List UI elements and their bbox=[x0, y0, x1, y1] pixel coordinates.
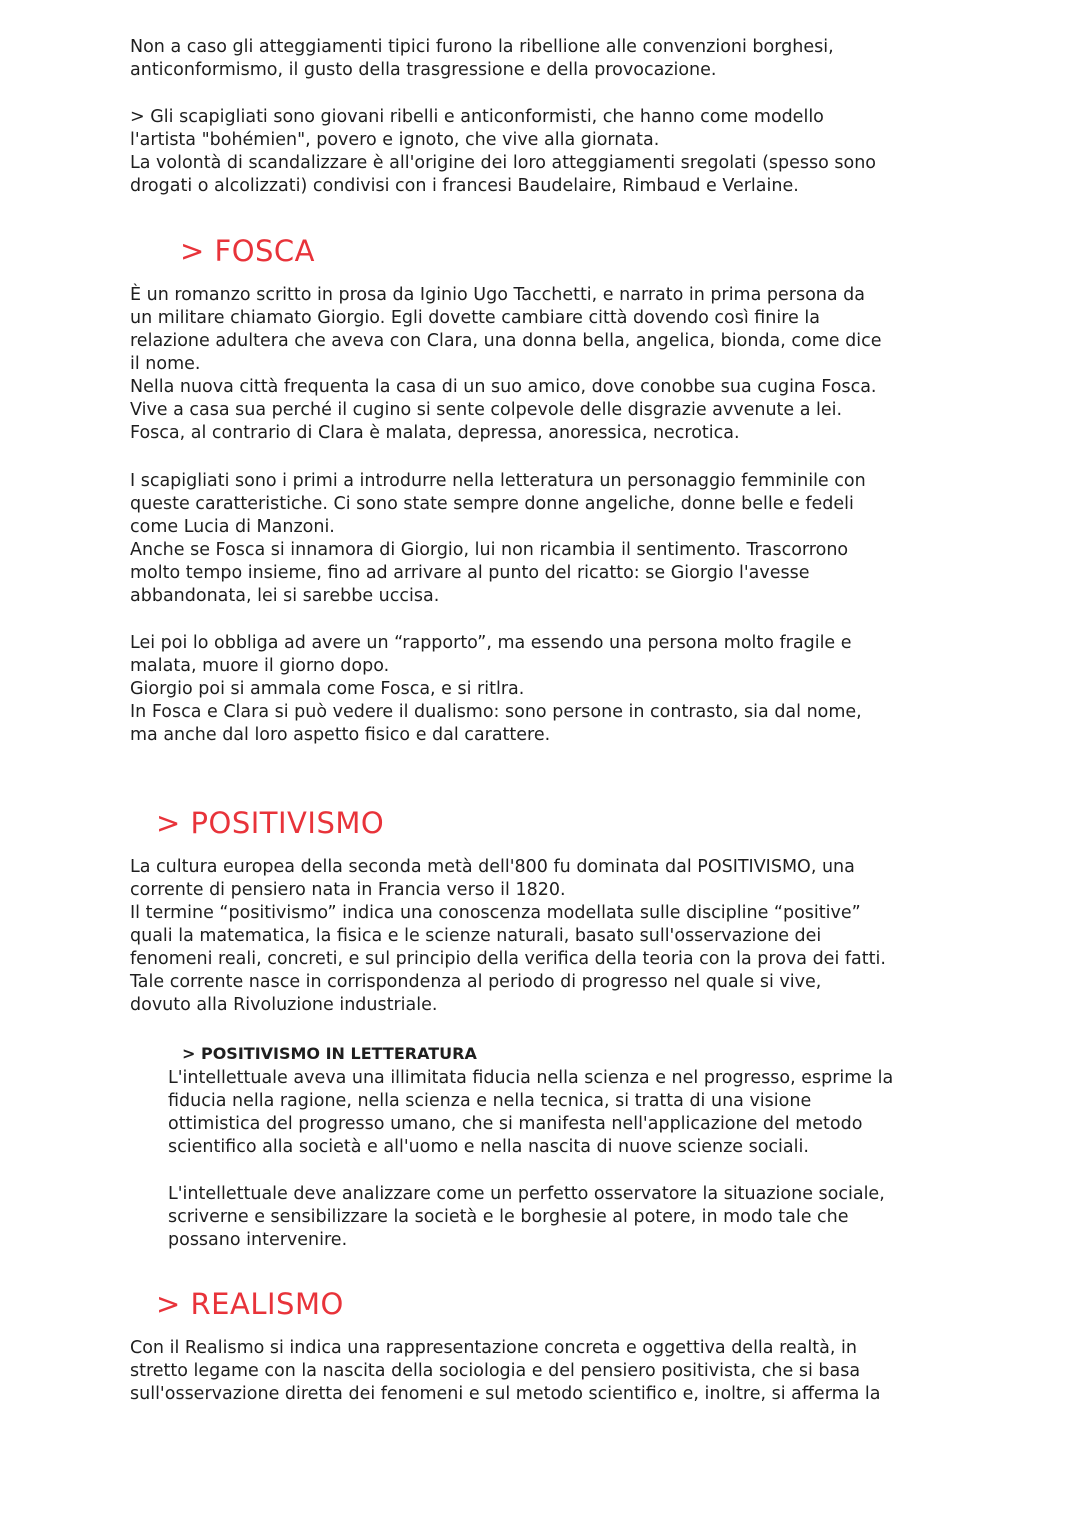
text-line: In Fosca e Clara si può vedere il dualismo: sono persone in contrasto, sia dal nome, bbox=[130, 702, 862, 722]
text-line: fiducia nella ragione, nella scienza e nella tecnica, si tratta di una visione bbox=[168, 1091, 812, 1111]
fosca-paragraph-3 bbox=[130, 632, 950, 747]
subheading-positivismo-letteratura: > POSITIVISMO IN LETTERATURA bbox=[182, 1044, 477, 1063]
text-line: abbandonata, lei si sarebbe uccisa. bbox=[130, 586, 440, 606]
text-line: relazione adultera che aveva con Clara, una donna bella, angelica, bionda, come dice bbox=[130, 331, 882, 351]
text-line: Il termine “positivismo” indica una conoscenza modellata sulle discipline “positive” bbox=[130, 903, 861, 923]
heading-positivismo: > POSITIVISMO bbox=[156, 806, 385, 840]
text-line: Non a caso gli atteggiamenti tipici furono la ribellione alle convenzioni borghesi, bbox=[130, 37, 834, 57]
fosca-paragraph-2 bbox=[130, 470, 950, 608]
text-line: fenomeni reali, concreti, e sul principio della verifica della teoria con la prova dei fatti. bbox=[130, 949, 886, 969]
text-line: Con il Realismo si indica una rappresentazione concreta e oggettiva della realtà, in bbox=[130, 1338, 857, 1358]
text-line: L'intellettuale aveva una illimitata fiducia nella scienza e nel progresso, esprime la bbox=[168, 1068, 894, 1088]
text-line: molto tempo insieme, fino ad arrivare al punto del ricatto: se Giorgio l'avesse bbox=[130, 563, 810, 583]
text-line: I scapigliati sono i primi a introdurre nella letteratura un personaggio femminile con bbox=[130, 471, 866, 491]
realismo-paragraph-1 bbox=[130, 1337, 950, 1406]
text-line: L'intellettuale deve analizzare come un perfetto osservatore la situazione sociale, bbox=[168, 1184, 885, 1204]
text-line: come Lucia di Manzoni. bbox=[130, 517, 335, 537]
text-line: Giorgio poi si ammala come Fosca, e si ritlra. bbox=[130, 679, 525, 699]
intro-paragraph-1 bbox=[130, 36, 950, 82]
text-line: ma anche dal loro aspetto fisico e dal carattere. bbox=[130, 725, 551, 745]
text-line: Anche se Fosca si innamora di Giorgio, lui non ricambia il sentimento. Trascorrono bbox=[130, 540, 849, 560]
intro-paragraph-2 bbox=[130, 106, 950, 198]
text-line: ottimistica del progresso umano, che si manifesta nell'applicazione del metodo bbox=[168, 1114, 863, 1134]
heading-realismo: > REALISMO bbox=[156, 1287, 344, 1321]
text-line: anticonformismo, il gusto della trasgressione e della provocazione. bbox=[130, 60, 717, 80]
text-line: scientifico alla società e all'uomo e nella nascita di nuove scienze sociali. bbox=[168, 1137, 809, 1157]
text-line: Nella nuova città frequenta la casa di un suo amico, dove conobbe sua cugina Fosca. bbox=[130, 377, 877, 397]
text-line: corrente di pensiero nata in Francia verso il 1820. bbox=[130, 880, 566, 900]
positivismo-letteratura-paragraph-2 bbox=[168, 1183, 958, 1252]
text-line: È un romanzo scritto in prosa da Iginio Ugo Tacchetti, e narrato in prima persona da bbox=[130, 285, 865, 305]
text-line: il nome. bbox=[130, 354, 201, 374]
fosca-paragraph-1 bbox=[130, 284, 950, 445]
text-line: Tale corrente nasce in corrispondenza al periodo di progresso nel quale si vive, bbox=[130, 972, 822, 992]
text-line: Fosca, al contrario di Clara è malata, depressa, anoressica, necrotica. bbox=[130, 423, 740, 443]
text-line: Vive a casa sua perché il cugino si sente colpevole delle disgrazie avvenute a lei. bbox=[130, 400, 843, 420]
text-line: drogati o alcolizzati) condivisi con i francesi Baudelaire, Rimbaud e Verlaine. bbox=[130, 176, 799, 196]
positivismo-paragraph-1 bbox=[130, 856, 950, 1017]
text-line: malata, muore il giorno dopo. bbox=[130, 656, 390, 676]
text-line: sull'osservazione diretta dei fenomeni e sul metodo scientifico e, inoltre, si afferma la bbox=[130, 1384, 881, 1404]
text-line: stretto legame con la nascita della sociologia e del pensiero positivista, che si basa bbox=[130, 1361, 861, 1381]
heading-fosca: > FOSCA bbox=[180, 234, 316, 268]
text-line: scriverne e sensibilizzare la società e le borghesie al potere, in modo tale che bbox=[168, 1207, 849, 1227]
text-line: La volontà di scandalizzare è all'origine dei loro atteggiamenti sregolati (spesso sono bbox=[130, 153, 877, 173]
text-line: l'artista "bohémien", povero e ignoto, che vive alla giornata. bbox=[130, 130, 660, 150]
text-line: un militare chiamato Giorgio. Egli dovette cambiare città dovendo così finire la bbox=[130, 308, 820, 328]
text-line: quali la matematica, la fisica e le scienze naturali, basato sull'osservazione dei bbox=[130, 926, 822, 946]
text-line: queste caratteristiche. Ci sono state sempre donne angeliche, donne belle e fedeli bbox=[130, 494, 854, 514]
text-line: > Gli scapigliati sono giovani ribelli e anticonformisti, che hanno come modello bbox=[130, 107, 824, 127]
text-line: possano intervenire. bbox=[168, 1230, 348, 1250]
text-line: La cultura europea della seconda metà dell'800 fu dominata dal POSITIVISMO, una bbox=[130, 857, 855, 877]
text-line: Lei poi lo obbliga ad avere un “rapporto”, ma essendo una persona molto fragile e bbox=[130, 633, 852, 653]
text-line: dovuto alla Rivoluzione industriale. bbox=[130, 995, 438, 1015]
positivismo-letteratura-paragraph-1 bbox=[168, 1067, 958, 1159]
